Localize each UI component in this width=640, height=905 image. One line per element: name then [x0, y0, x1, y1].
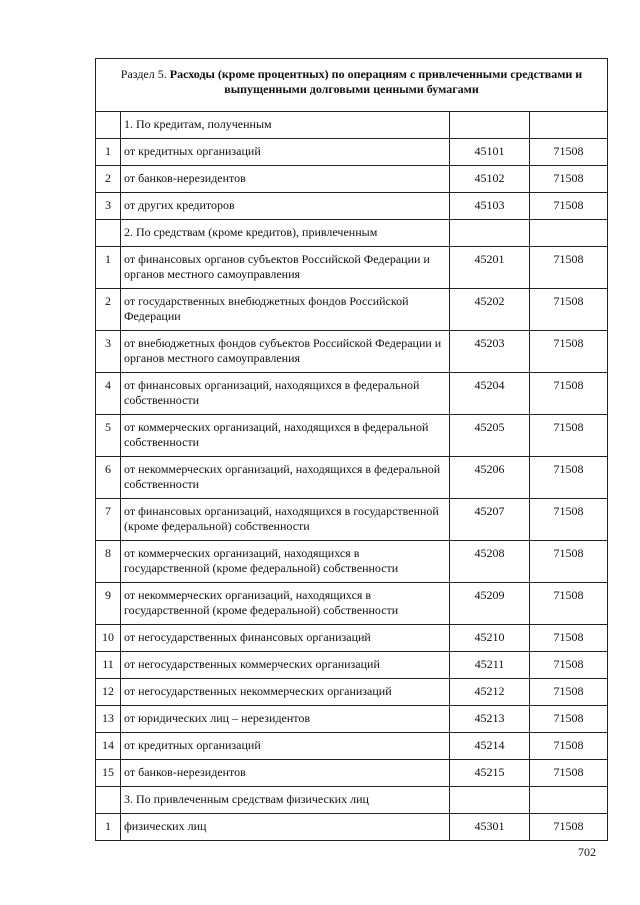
- group-heading-row: [96, 112, 608, 139]
- symbol-code: 71508: [530, 583, 608, 625]
- row-number: 1: [96, 139, 121, 166]
- row-number: 11: [96, 652, 121, 679]
- row-description: от финансовых организаций, находящихся в федеральной собственности: [121, 373, 450, 415]
- table-row: [96, 247, 608, 289]
- table-row: [96, 625, 608, 652]
- page-number: 702: [578, 845, 596, 859]
- symbol-code: 71508: [530, 166, 608, 193]
- symbol-code: 71508: [530, 331, 608, 373]
- table-row: [96, 166, 608, 193]
- row-number: 5: [96, 415, 121, 457]
- table-row: [96, 679, 608, 706]
- table-row: [96, 331, 608, 373]
- row-description: от государственных внебюджетных фондов Российской Федерации: [121, 289, 450, 331]
- section-title: [96, 59, 608, 112]
- row-number: 3: [96, 193, 121, 220]
- row-number: 6: [96, 457, 121, 499]
- row-number: 9: [96, 583, 121, 625]
- table-row: [96, 415, 608, 457]
- row-description: от кредитных организаций: [121, 139, 450, 166]
- table-row: [96, 373, 608, 415]
- symbol-code: 71508: [530, 541, 608, 583]
- row-description: от финансовых органов субъектов Российской Федерации и органов местного самоуправления: [121, 247, 450, 289]
- account-code: 45215: [450, 760, 530, 787]
- row-number: 13: [96, 706, 121, 733]
- empty-cell: [530, 220, 608, 247]
- row-description: от кредитных организаций: [121, 733, 450, 760]
- table-row: [96, 193, 608, 220]
- table-row: [96, 652, 608, 679]
- row-number: 1: [96, 814, 121, 841]
- section-title-row: [96, 59, 608, 112]
- symbol-code: 71508: [530, 373, 608, 415]
- account-code: 45101: [450, 139, 530, 166]
- table-row: [96, 706, 608, 733]
- symbol-code: 71508: [530, 652, 608, 679]
- table-row: [96, 289, 608, 331]
- expenses-table: [95, 58, 608, 841]
- table-row: [96, 733, 608, 760]
- symbol-code: 71508: [530, 247, 608, 289]
- row-number: 3: [96, 331, 121, 373]
- account-code: 45211: [450, 652, 530, 679]
- row-description: от юридических лиц – нерезидентов: [121, 706, 450, 733]
- table-row: [96, 499, 608, 541]
- symbol-code: 71508: [530, 415, 608, 457]
- row-number: 12: [96, 679, 121, 706]
- row-description: от некоммерческих организаций, находящихся в государственной (кроме федеральной) собственности: [121, 583, 450, 625]
- table-row: [96, 583, 608, 625]
- account-code: 45202: [450, 289, 530, 331]
- symbol-code: 71508: [530, 814, 608, 841]
- symbol-code: 71508: [530, 760, 608, 787]
- symbol-code: 71508: [530, 733, 608, 760]
- row-description: физических лиц: [121, 814, 450, 841]
- row-description: от негосударственных некоммерческих организаций: [121, 679, 450, 706]
- row-number: 1: [96, 247, 121, 289]
- account-code: 45206: [450, 457, 530, 499]
- symbol-code: 71508: [530, 625, 608, 652]
- section-title-prefix: Раздел 5.: [120, 67, 167, 81]
- group-heading-row: [96, 220, 608, 247]
- row-description: от других кредиторов: [121, 193, 450, 220]
- row-number: 10: [96, 625, 121, 652]
- symbol-code: 71508: [530, 457, 608, 499]
- account-code: 45208: [450, 541, 530, 583]
- row-number: 2: [96, 289, 121, 331]
- row-description: от коммерческих организаций, находящихся в государственной (кроме федеральной) собственности: [121, 541, 450, 583]
- row-description: от некоммерческих организаций, находящихся в федеральной собственности: [121, 457, 450, 499]
- section-title-text: Расходы (кроме процентных) по операциям с привлеченными средствами и выпущенными долговыми ценными бумагами: [169, 67, 583, 96]
- table-row: [96, 139, 608, 166]
- row-description: от банков-нерезидентов: [121, 166, 450, 193]
- empty-cell: [530, 787, 608, 814]
- group-heading: 3. По привлеченным средствам физических лиц: [121, 787, 450, 814]
- row-description: от финансовых организаций, находящихся в государственной (кроме федеральной) собственности: [121, 499, 450, 541]
- account-code: 45204: [450, 373, 530, 415]
- account-code: 45103: [450, 193, 530, 220]
- row-number: 4: [96, 373, 121, 415]
- empty-cell: [450, 220, 530, 247]
- account-code: 45102: [450, 166, 530, 193]
- table-row: [96, 760, 608, 787]
- group-heading: 1. По кредитам, полученным: [121, 112, 450, 139]
- empty-cell: [96, 112, 121, 139]
- row-description: от негосударственных финансовых организаций: [121, 625, 450, 652]
- row-number: 8: [96, 541, 121, 583]
- account-code: 45207: [450, 499, 530, 541]
- row-number: 14: [96, 733, 121, 760]
- empty-cell: [530, 112, 608, 139]
- row-description: от внебюджетных фондов субъектов Российской Федерации и органов местного самоуправления: [121, 331, 450, 373]
- row-description: от банков-нерезидентов: [121, 760, 450, 787]
- account-code: 45203: [450, 331, 530, 373]
- empty-cell: [96, 220, 121, 247]
- account-code: 45210: [450, 625, 530, 652]
- account-code: 45205: [450, 415, 530, 457]
- empty-cell: [96, 787, 121, 814]
- row-number: 15: [96, 760, 121, 787]
- symbol-code: 71508: [530, 706, 608, 733]
- table-row: [96, 457, 608, 499]
- account-code: 45214: [450, 733, 530, 760]
- group-heading: 2. По средствам (кроме кредитов), привлеченным: [121, 220, 450, 247]
- symbol-code: 71508: [530, 139, 608, 166]
- account-code: 45209: [450, 583, 530, 625]
- empty-cell: [450, 787, 530, 814]
- symbol-code: 71508: [530, 499, 608, 541]
- group-heading-row: [96, 787, 608, 814]
- row-number: 2: [96, 166, 121, 193]
- table-row: [96, 814, 608, 841]
- symbol-code: 71508: [530, 193, 608, 220]
- empty-cell: [450, 112, 530, 139]
- account-code: 45201: [450, 247, 530, 289]
- account-code: 45212: [450, 679, 530, 706]
- table-row: [96, 541, 608, 583]
- symbol-code: 71508: [530, 679, 608, 706]
- row-description: от коммерческих организаций, находящихся в федеральной собственности: [121, 415, 450, 457]
- symbol-code: 71508: [530, 289, 608, 331]
- row-description: от негосударственных коммерческих организаций: [121, 652, 450, 679]
- account-code: 45213: [450, 706, 530, 733]
- row-number: 7: [96, 499, 121, 541]
- account-code: 45301: [450, 814, 530, 841]
